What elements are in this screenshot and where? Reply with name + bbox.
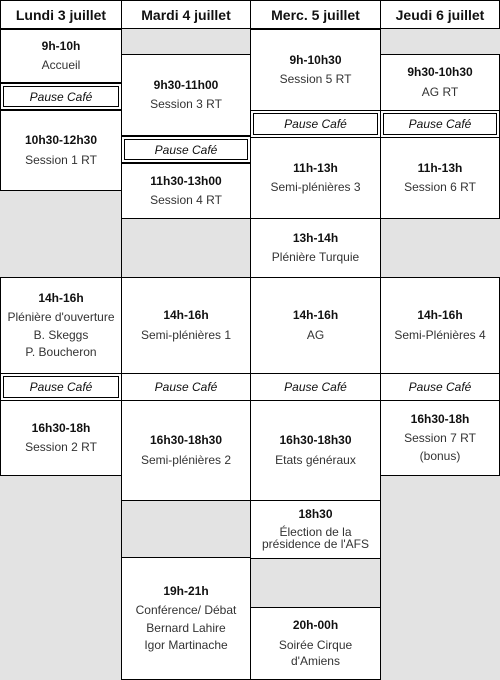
session-cell: [380, 277, 500, 374]
pause-cafe: Pause Café: [121, 136, 251, 163]
session-time: 14h-16h: [163, 308, 209, 323]
session-cell: [121, 277, 251, 374]
session-line: Session 2 RT: [25, 440, 97, 454]
empty-slot: [380, 218, 500, 278]
session-time: 14h-16h: [417, 308, 463, 323]
session-time: 11h30-13h00: [150, 173, 222, 188]
session-cell: [250, 29, 381, 111]
session-line: Plénière Turquie: [271, 250, 360, 264]
session-cell: [250, 277, 381, 374]
empty-slot: [250, 558, 380, 608]
session-line: Session 4 RT: [150, 193, 222, 207]
session-line: présidence de l'AFS: [261, 537, 369, 552]
session-time: 10h30-12h30: [24, 133, 98, 148]
session-line: Soirée Cirque: [278, 638, 353, 653]
session-cell: [0, 277, 122, 374]
session-cell: [250, 607, 381, 680]
session-line: Etats généraux: [275, 452, 356, 467]
header-tuesday: Mardi 4 juillet: [121, 0, 251, 29]
session-cell: [0, 29, 122, 83]
session-cell: [380, 137, 500, 219]
empty-slot: [121, 29, 250, 55]
session-time: 13h-14h: [292, 230, 339, 245]
session-time: 9h-10h30: [289, 52, 342, 67]
pause-cafe: Pause Café: [250, 373, 381, 401]
empty-slot: [121, 218, 250, 278]
session-time: 14h-16h: [38, 290, 84, 305]
column-divider: [380, 0, 381, 680]
empty-slot: [0, 190, 121, 278]
session-line: AG: [306, 327, 325, 342]
session-time: 16h30-18h30: [279, 433, 352, 448]
session-time: 9h-10h: [41, 38, 81, 53]
session-cell: [121, 54, 251, 136]
pause-cafe: Pause Café: [380, 373, 500, 401]
session-line: d'Amiens: [291, 653, 340, 668]
session-line: Plénière d'ouverture: [7, 310, 115, 325]
session-cell: [380, 54, 500, 111]
session-line: Session 3 RT: [150, 97, 222, 111]
session-line: Accueil: [41, 58, 81, 72]
session-line: Session 1 RT: [25, 152, 97, 167]
pause-cafe: Pause Café: [0, 83, 122, 110]
header-monday: Lundi 3 juillet: [0, 0, 122, 29]
session-line: Semi-plénières 2: [140, 452, 232, 467]
session-line: B. Skeggs: [33, 327, 89, 342]
session-time: 18h30: [298, 507, 333, 522]
column-divider: [250, 0, 251, 680]
session-time: 9h30-10h30: [407, 65, 473, 80]
header-thursday: Jeudi 6 juillet: [380, 0, 500, 29]
session-time: 11h-13h: [293, 160, 338, 175]
session-line: Conférence/ Débat: [135, 603, 237, 618]
header-wednesday: Merc. 5 juillet: [250, 0, 381, 29]
session-cell: [121, 163, 251, 219]
session-cell: [380, 400, 500, 476]
session-time: 16h30-18h: [31, 420, 91, 435]
session-line: Semi-plénières 1: [140, 327, 232, 342]
session-line: Igor Martinache: [144, 637, 228, 652]
session-time: 16h30-18h: [410, 411, 470, 426]
session-line: Session 5 RT: [279, 72, 352, 86]
session-line: Semi-Plénières 4: [394, 327, 486, 342]
session-cell: [250, 500, 381, 559]
session-cell: [0, 110, 122, 191]
session-time: 20h-00h: [292, 617, 339, 632]
session-time: 19h-21h: [163, 583, 209, 598]
session-time: 9h30-11h00: [153, 77, 219, 92]
session-cell: [250, 137, 381, 219]
empty-slot: [0, 475, 121, 680]
empty-slot: [121, 500, 250, 557]
pause-cafe: Pause Café: [121, 373, 251, 401]
session-time: 11h-13h: [417, 160, 463, 175]
session-cell: [0, 400, 122, 476]
session-line: Session 7 RT: [404, 431, 476, 446]
column-divider: [121, 0, 122, 680]
session-cell: [121, 557, 251, 680]
session-line: Élection de la: [279, 524, 352, 539]
session-cell: [121, 400, 251, 501]
empty-slot: [380, 475, 500, 680]
session-time: 16h30-18h30: [149, 433, 223, 448]
empty-slot: [380, 29, 500, 55]
pause-cafe: Pause Café: [0, 373, 122, 401]
session-line: AG RT: [421, 84, 459, 99]
pause-cafe: Pause Café: [380, 110, 500, 138]
session-cell: [250, 400, 381, 501]
pause-cafe: Pause Café: [250, 110, 381, 138]
session-line: Session 6 RT: [404, 180, 476, 194]
session-time: 14h-16h: [292, 308, 339, 323]
session-line: (bonus): [419, 448, 461, 463]
session-cell: [250, 218, 381, 278]
session-line: Bernard Lahire: [146, 620, 226, 635]
session-line: P. Boucheron: [25, 344, 97, 359]
session-line: Semi-plénières 3: [270, 180, 361, 194]
